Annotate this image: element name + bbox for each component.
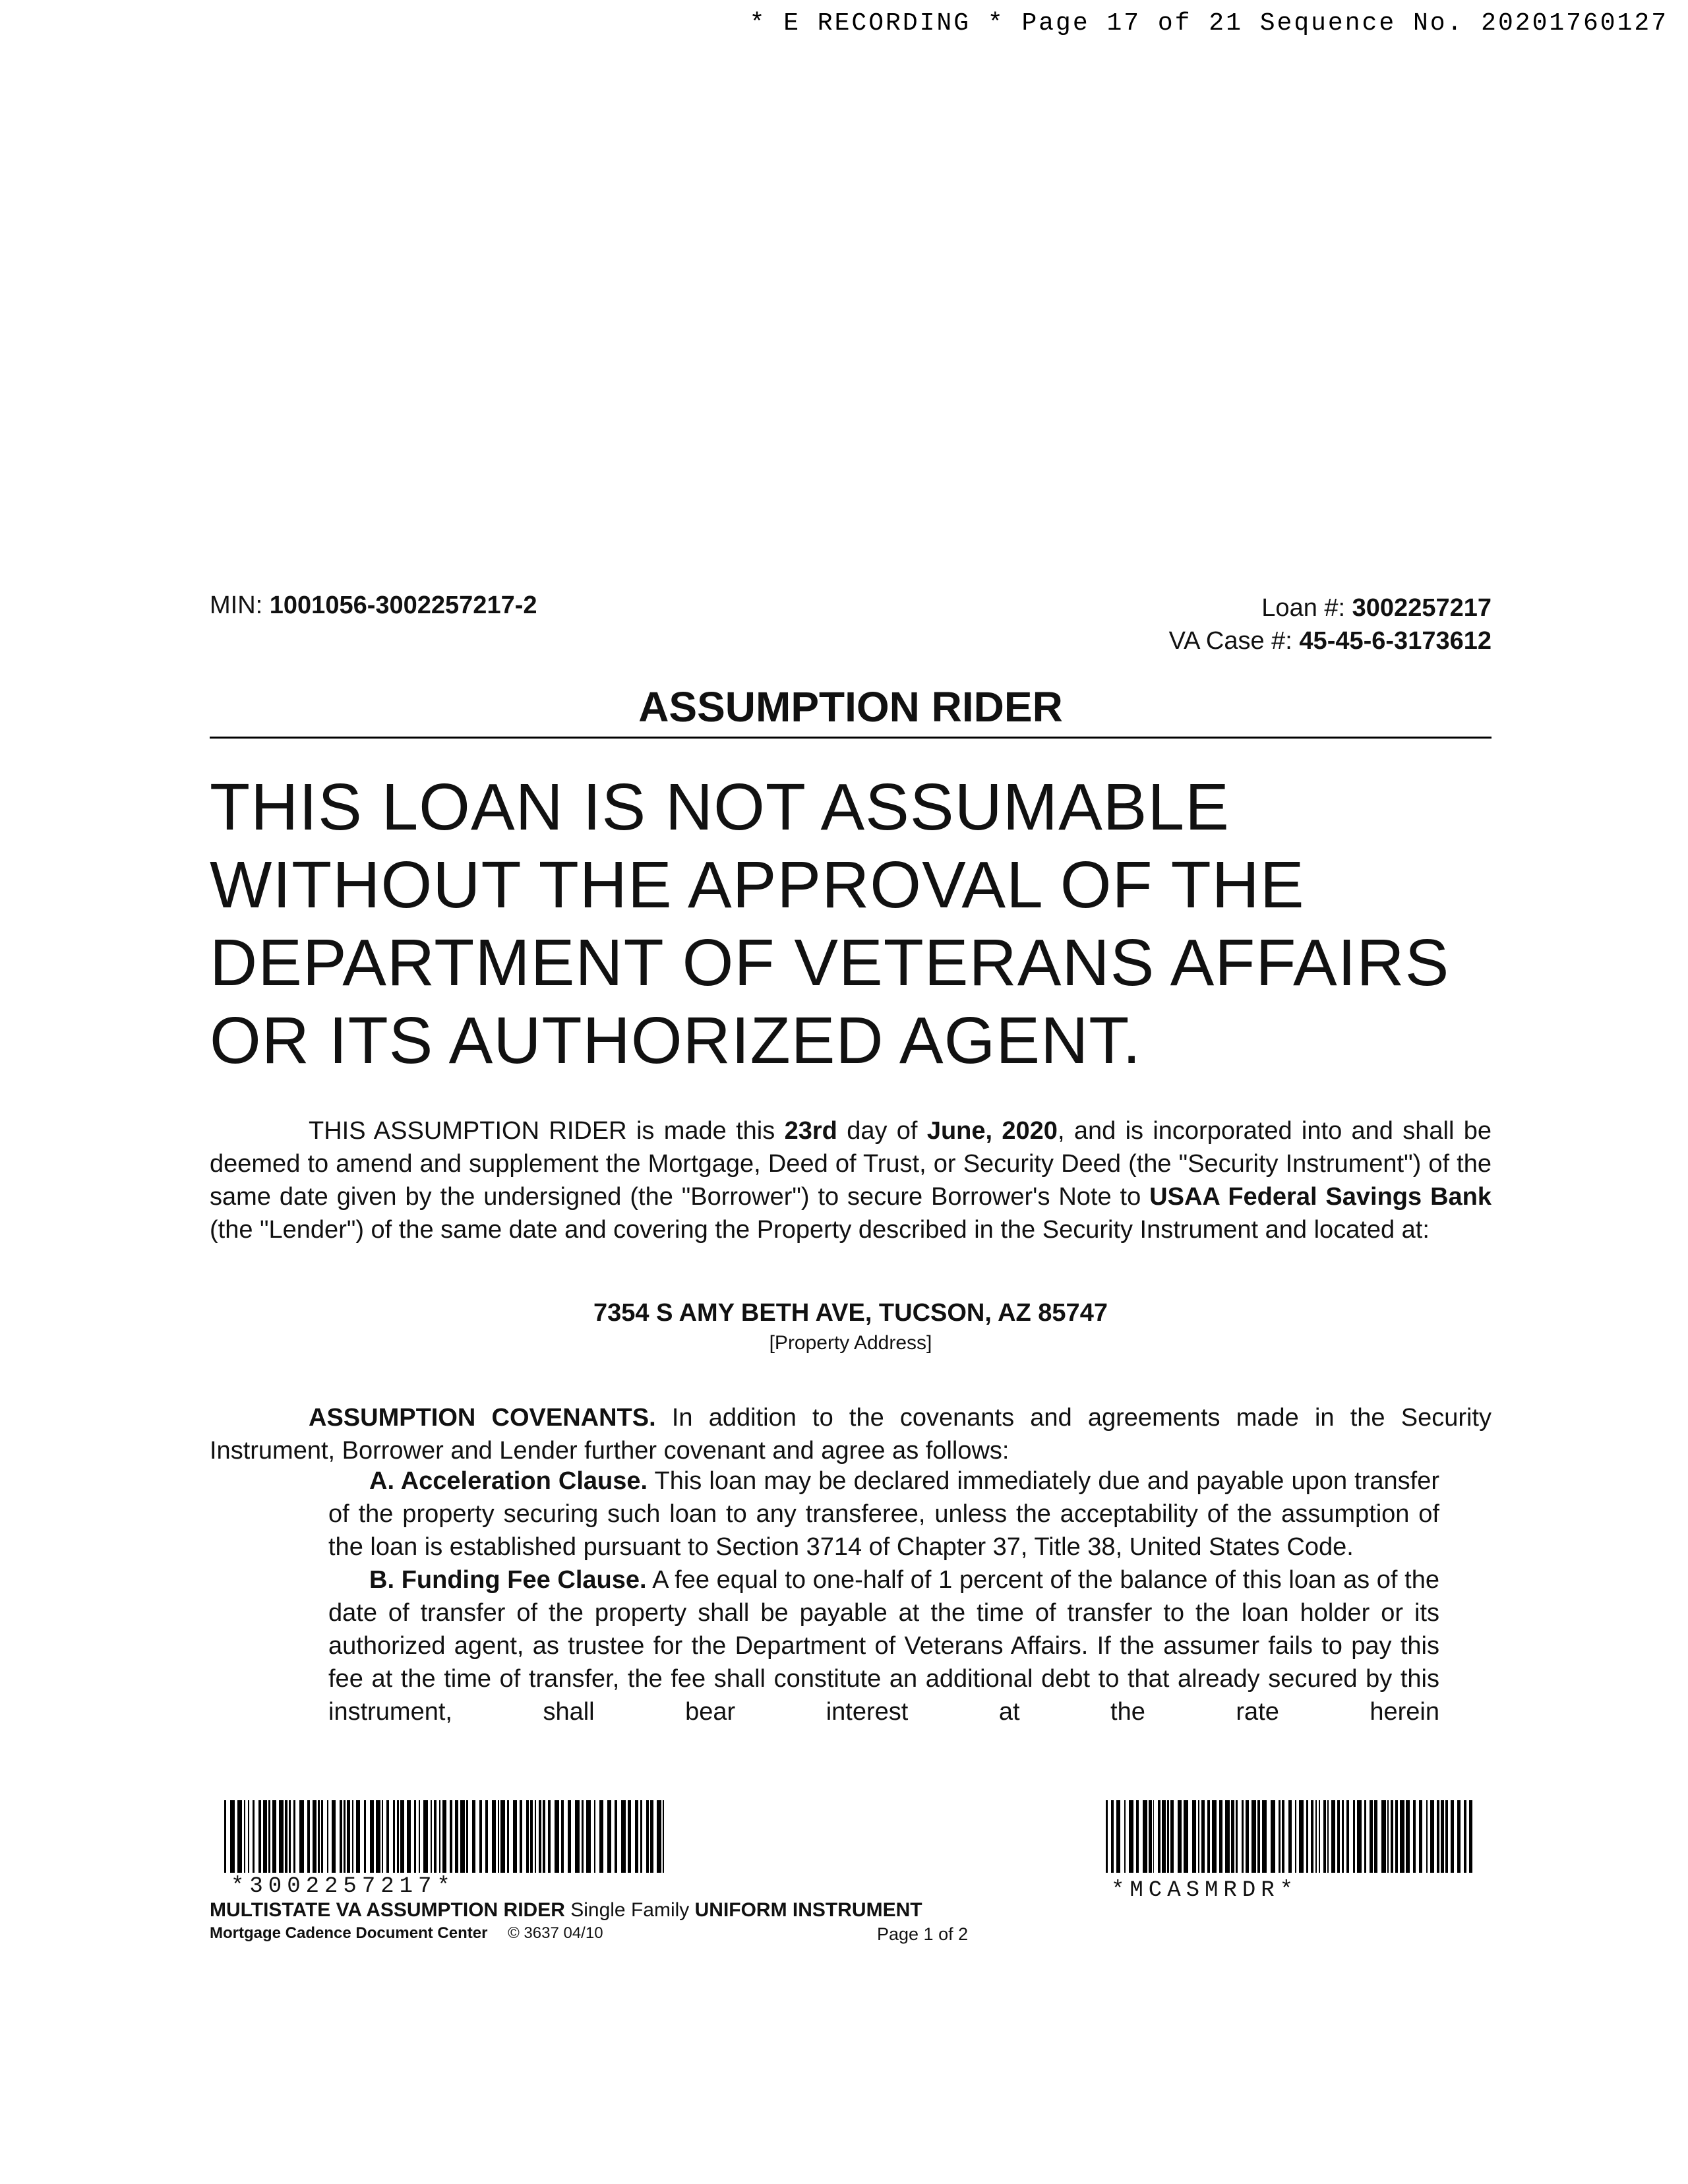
barcode-bar [628,1800,631,1873]
barcode-bar [1406,1800,1410,1873]
barcode-bar [498,1800,499,1873]
barcode-bar [327,1800,328,1873]
clause-a-heading: A. Acceleration Clause. [369,1467,648,1495]
barcode-bar [535,1800,536,1873]
form-title-bold2: UNIFORM INSTRUMENT [694,1899,922,1921]
barcode-bar [450,1800,452,1873]
barcode-bar [272,1800,276,1873]
barcode-bar [419,1800,420,1873]
barcode-bar [635,1800,638,1873]
property-address-label: [Property Address] [769,1332,932,1354]
barcode-bar [1231,1800,1234,1873]
barcode-bar [1162,1800,1166,1873]
barcode-bar [1257,1800,1260,1873]
min-value: 1001056-3002257217-2 [269,592,537,619]
barcode-bar [1381,1800,1386,1873]
barcode-bar [244,1800,245,1873]
barcode-bar [224,1800,226,1873]
clauses [328,1465,1439,1728]
barcode-bar [442,1800,446,1873]
barcode-bar [1116,1800,1120,1873]
barcode-bar [1426,1800,1428,1873]
loan-number [989,592,1492,624]
barcode-bar [423,1800,428,1873]
clause-b-heading: B. Funding Fee Clause. [369,1566,647,1594]
barcode-bar [548,1800,551,1873]
barcode-bar [555,1800,559,1873]
barcode-bar [1149,1800,1152,1873]
form-number: © 3637 04/10 [508,1924,603,1942]
barcode-bar [407,1800,411,1873]
clause-a-text: This loan may be declared immediately due and payable upon transfer of the property securing such loan to any transferee, unless the acceptability of the assumption of the loan is established pursuant to Section 3714 of Chapter 37, Title 38, United States Code. [328,1467,1440,1561]
loan-info [989,592,1492,657]
barcode-bar [1106,1800,1108,1873]
barcode-bar [1158,1800,1160,1873]
barcode-bar [1170,1800,1174,1873]
assumption-covenants [210,1401,1492,1467]
barcode-bar [1327,1800,1329,1873]
barcode-bar [1306,1800,1308,1873]
barcode-bar [650,1800,653,1873]
barcode-bar [386,1800,389,1873]
barcode-bar [513,1800,517,1873]
barcode-bar [1464,1800,1466,1873]
barcode-bar [1391,1800,1393,1873]
barcode-bar [1111,1800,1114,1873]
va-case-value: 45-45-6-3173612 [1299,627,1492,655]
barcode-bar [1469,1800,1472,1873]
clause-b-text: A fee equal to one-half of 1 percent of the balance of this loan as of the date of transfer of the property shall be payable at the time of transfer to the loan holder or its authorized agent, as trustee for the Department of Veterans Affairs. If the assumer fails to pay this fee at the time of transfer, the fee shall constitute an additional debt to that already secured by this instrument, shall bear interest at the rate herein [328,1566,1440,1726]
barcode-bar [455,1800,458,1873]
barcode-bar [479,1800,482,1873]
clause-b [328,1563,1439,1728]
barcode-bar [321,1800,323,1873]
barcode-bar [370,1800,374,1873]
barcode-bar [466,1800,468,1873]
barcode-bar [313,1800,316,1873]
barcode-bar [1129,1800,1133,1873]
clause-a [328,1465,1439,1563]
barcode-bar [279,1800,284,1873]
barcode-bar [1236,1800,1238,1873]
barcode-bar [607,1800,611,1873]
barcode-bar [289,1800,291,1873]
barcode-bar [586,1800,591,1873]
covenants-text: In addition to the covenants and agreements made in the Security Instrument, Borrower and Lender further covenant and agree as follows: [210,1404,1492,1465]
barcode-bar [1295,1800,1296,1873]
barcode-bar [472,1800,475,1873]
barcode-bar [507,1800,509,1873]
barcode-bar [1315,1800,1317,1873]
doc-center-name: Mortgage Cadence Document Center [210,1924,488,1942]
barcode-bar [1184,1800,1188,1873]
barcode-bar [1124,1800,1126,1873]
barcode-bar [1153,1800,1155,1873]
barcode-bar [621,1800,626,1873]
barcode-bar [640,1800,642,1873]
barcode-bar [382,1800,383,1873]
barcode-bar [1451,1800,1454,1873]
barcode-bar [397,1800,399,1873]
barcode-bar [594,1800,595,1873]
barcode-bar [1212,1800,1217,1873]
barcode-bar [1143,1800,1147,1873]
barcode-bar [400,1800,404,1873]
document-title: ASSUMPTION RIDER [638,683,1063,731]
barcode-bar [1370,1800,1373,1873]
rider-month-year: June, 2020 [926,1117,1058,1145]
lender-name: USAA Federal Savings Bank [1149,1183,1492,1211]
barcode-bar [1400,1800,1404,1873]
barcode-bar [1364,1800,1366,1873]
barcode-bar [1353,1800,1355,1873]
barcode-bar [1311,1800,1313,1873]
va-case-label: VA Case #: [1168,627,1292,655]
barcode-bar [318,1800,320,1873]
barcode-bar [539,1800,541,1873]
barcode-bar [1457,1800,1461,1873]
barcode-bar [646,1800,649,1873]
barcode-bar [1262,1800,1267,1873]
barcode-bar [520,1800,522,1873]
barcode-bar [293,1800,295,1873]
barcode-bar [615,1800,617,1873]
barcode-bar [1167,1800,1169,1873]
barcode-bar [248,1800,249,1873]
form-barcode [1106,1800,1475,1873]
barcode-bar [332,1800,336,1873]
va-case-number [989,624,1492,657]
min-number [210,592,537,620]
barcode-bar [307,1800,310,1873]
barcode-bar [657,1800,661,1873]
barcode-bar [1445,1800,1448,1873]
recording-stamp: * E RECORDING * Page 17 of 21 Sequence No. 20201760127 [749,9,1668,38]
barcode-bar [1430,1800,1435,1873]
barcode-bar [526,1800,529,1873]
barcode-bar [1342,1800,1344,1873]
barcode-bar [340,1800,342,1873]
barcode-bar [1346,1800,1349,1873]
form-title-normal: Single Family [564,1899,695,1921]
barcode-bar [431,1800,433,1873]
barcode-bar [460,1800,465,1873]
barcode-bar [1178,1800,1182,1873]
barcode-bar [1387,1800,1389,1873]
barcode-bar [1207,1800,1210,1873]
barcode-bar [1413,1800,1416,1873]
barcode-bar [1282,1800,1284,1873]
barcode-bar [414,1800,416,1873]
form-title-footer [210,1899,922,1922]
barcode-bar [530,1800,533,1873]
title-divider [210,737,1492,739]
barcode-bar [663,1800,664,1873]
barcode-bar [258,1800,261,1873]
intro-text-2: day of [837,1117,927,1145]
barcode-bar [1246,1800,1249,1873]
barcode-bar [230,1800,235,1873]
barcode-bar [356,1800,360,1873]
loan-barcode-text: *3002257217* [231,1874,456,1899]
barcode-bar [1225,1800,1230,1873]
barcode-bar [1395,1800,1398,1873]
loan-value: 3002257217 [1352,594,1492,622]
barcode-bar [1288,1800,1292,1873]
barcode-bar [364,1800,366,1873]
loan-label: Loan #: [1261,594,1346,622]
intro-text-1: THIS ASSUMPTION RIDER is made this [309,1117,785,1145]
covenants-heading: ASSUMPTION COVENANTS. [309,1404,656,1432]
assumability-notice: THIS LOAN IS NOT ASSUMABLE WITHOUT THE APPROVAL OF THE DEPARTMENT OF VETERANS AFFAIRS OR ITS AUTHORIZED AGENT. [210,770,1450,1077]
barcode-bar [1242,1800,1244,1873]
min-label: MIN: [210,592,263,619]
barcode-bar [1271,1800,1275,1873]
form-title-bold: MULTISTATE VA ASSUMPTION RIDER [210,1899,565,1921]
barcode-bar [568,1800,571,1873]
barcode-bar [352,1800,353,1873]
barcode-bar [575,1800,580,1873]
barcode-bar [1251,1800,1256,1873]
barcode-bar [1299,1800,1304,1873]
barcode-bar [1323,1800,1326,1873]
barcode-bar [561,1800,564,1873]
rider-day: 23rd [784,1117,837,1145]
barcode-bar [344,1800,346,1873]
barcode-bar [500,1800,505,1873]
barcode-bar [1337,1800,1341,1873]
barcode-bar [1437,1800,1439,1873]
barcode-bar [492,1800,496,1873]
barcode-bar [347,1800,350,1873]
barcode-bar [1319,1800,1320,1873]
barcode-bar [582,1800,584,1873]
barcode-bar [263,1800,267,1873]
barcode-bar [1374,1800,1377,1873]
barcode-bar [1198,1800,1199,1873]
barcode-bar [439,1800,440,1873]
barcode-bar [1331,1800,1335,1873]
barcode-bar [1219,1800,1222,1873]
document-center-footer [210,1924,603,1943]
barcode-bar [253,1800,255,1873]
page-number: Page 1 of 2 [877,1924,969,1944]
barcode-bar [434,1800,437,1873]
barcode-bar [285,1800,287,1873]
barcode-bar [1279,1800,1281,1873]
barcode-bar [599,1800,603,1873]
intro-text-4: (the "Lender") of the same date and covering the Property described in the Security Instrument and located at: [210,1216,1430,1244]
loan-barcode [224,1800,666,1873]
barcode-bar [1357,1800,1362,1873]
barcode-bar [1419,1800,1422,1873]
intro-paragraph [210,1114,1492,1246]
intro-text-3: , and is incorporated into and shall be deemed to amend and supplement the Mortgage, Deed of Trust, or Security Deed (the "Security Instrument") of the same date given by the undersigned (the "Borrower") to secure Borrower's Note to [210,1117,1492,1211]
barcode-bar [376,1800,380,1873]
barcode-bar [543,1800,545,1873]
barcode-bar [1441,1800,1444,1873]
barcode-bar [393,1800,395,1873]
barcode-bar [1192,1800,1196,1873]
barcode-bar [268,1800,270,1873]
barcode-bar [1201,1800,1205,1873]
property-address: 7354 S AMY BETH AVE, TUCSON, AZ 85747 [593,1299,1108,1327]
form-barcode-text: *MCASMRDR* [1111,1878,1299,1903]
barcode-bar [299,1800,304,1873]
barcode-bar [237,1800,242,1873]
barcode-bar [1136,1800,1139,1873]
barcode-bar [485,1800,488,1873]
